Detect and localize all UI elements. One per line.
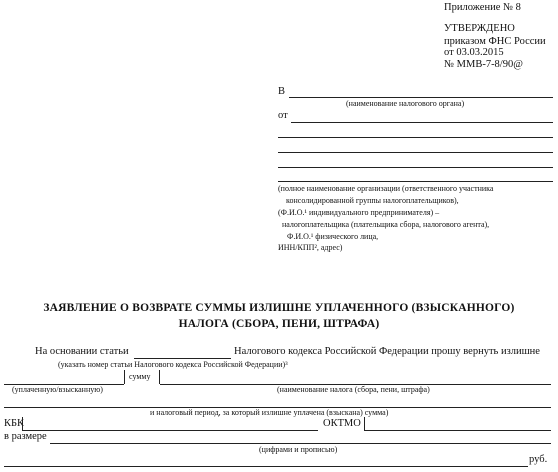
approval-date: от 03.03.2015 — [444, 47, 504, 58]
tax-authority-field[interactable] — [289, 97, 553, 98]
applicant-field-2[interactable] — [278, 137, 553, 138]
kbk-label: КБК — [4, 418, 25, 429]
basis-suffix: Налогового кодекса Российской Федерации прошу вернуть излишне — [234, 346, 540, 357]
approval-number: № ММВ-7-8/90@ — [444, 59, 523, 70]
paid-type-hint: (уплаченную/взысканную) — [12, 385, 103, 394]
applicant-field-4[interactable] — [278, 167, 553, 168]
oktmo-field[interactable] — [364, 430, 551, 431]
applicant-hint-6: ИНН/КПП², адрес) — [278, 243, 343, 252]
amount-field[interactable] — [50, 443, 551, 444]
amount-hint: (цифрами и прописью) — [259, 445, 338, 454]
tax-name-hint: (наименование налога (сбора, пени, штрафа) — [277, 385, 430, 394]
amount-label: в размере — [4, 431, 47, 442]
applicant-hint-2: консолидированной группы налогоплательщиков), — [286, 196, 459, 205]
applicant-field-3[interactable] — [278, 152, 553, 153]
document-title-line-1: ЗАЯВЛЕНИЕ О ВОЗВРАТЕ СУММЫ ИЗЛИШНЕ УПЛАЧЕННОГО (ВЗЫСКАННОГО) — [43, 302, 515, 314]
appendix-number: Приложение № 8 — [444, 2, 521, 13]
oktmo-divider — [364, 417, 365, 430]
amount-words-field[interactable] — [4, 466, 528, 467]
sum-divider-right — [159, 370, 160, 384]
kbk-field[interactable] — [22, 430, 318, 431]
from-label: от — [278, 110, 288, 121]
applicant-hint-1: (полное наименование организации (ответственного участника — [278, 184, 494, 193]
document-title-line-2: НАЛОГА (СБОРА, ПЕНИ, ШТРАФА) — [178, 318, 380, 330]
period-hint: и налоговый период, за который излишне уплачена (взыскана) сумма) — [150, 408, 389, 417]
to-label: В — [278, 86, 286, 97]
applicant-field-5[interactable] — [278, 181, 553, 182]
applicant-hint-4: налогоплательщика (плательщика сбора, налогового агента), — [282, 220, 490, 229]
article-hint: (указать номер статьи Налогового кодекса Российской Федерации)³ — [58, 360, 288, 369]
basis-prefix: На основании статьи — [35, 346, 129, 357]
applicant-hint-3: (Ф.И.О.¹ индивидуального предпринимателя) – — [278, 208, 440, 217]
kbk-divider — [22, 417, 23, 430]
article-number-field[interactable] — [134, 358, 231, 359]
tax-authority-hint: (наименование налогового органа) — [346, 99, 465, 108]
applicant-hint-5: Ф.И.О.¹ физического лица, — [287, 232, 379, 241]
approved-label: УТВЕРЖДЕНО — [444, 23, 515, 34]
currency-label: руб. — [529, 454, 548, 465]
sum-divider-left — [124, 370, 125, 384]
oktmo-label: ОКТМО — [323, 418, 361, 429]
applicant-field-1[interactable] — [291, 122, 553, 123]
approval-order: приказом ФНС России — [444, 36, 546, 47]
sum-label: сумму — [129, 372, 151, 381]
